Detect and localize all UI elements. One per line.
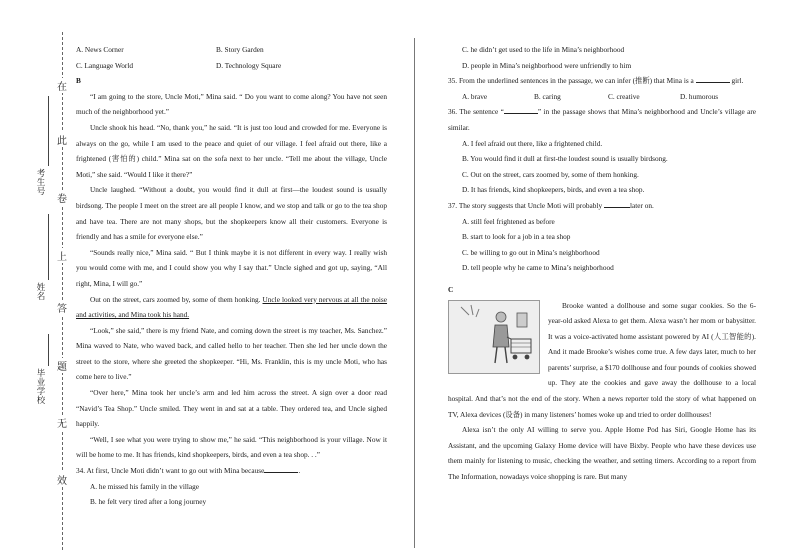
option[interactable]: D. It has friends, kind shopkeepers, birds, and even a tea shop. [462,185,645,195]
question-text: 35. From the underlined sentences in the passage, we can infer (推断) that Mina is a [448,76,694,86]
option[interactable]: C. be willing to go out in Mina’s neighborhood [462,247,600,257]
seal-char: 无 [55,415,69,430]
option[interactable]: C. he didn’t get used to the life in Mina’s neighborhood [462,45,625,54]
option[interactable]: D. tell people why he came to Mina’s neighborhood [462,263,614,273]
passage-paragraph [76,292,387,323]
passage-paragraph: Uncle laughed. “Without a doubt, you would find it dull at first—the loudest sound is usually birdsong. The people I meet on the street are all people I know, and we stop and talk or go to the tea shop and have tea. There are not many shops, but the shopkeepers know all their customers. Everyone is friendly and has a smile for everyone else.” [76,185,387,242]
paragraph-text: Out on the street, cars zoomed by, some of them honking. [90,294,263,304]
section-heading-c: C [448,284,454,294]
option[interactable]: D. people in Mina’s neighborhood were unfriendly to him [462,60,632,70]
option[interactable]: B. You would find it dull at first-the loudest sound is usually birdsong. [462,154,668,164]
question-text-end: . [298,466,301,476]
field-line-school[interactable] [48,334,49,366]
left-column [76,42,387,510]
answer-blank[interactable] [264,472,298,473]
seal-char: 此 [55,132,69,147]
option[interactable]: A. brave [462,91,488,101]
underlined-sentence: Uncle looked very nervous at all the noise and activities, and Mina took his hand. [76,294,388,320]
question-text: 34. At first, Uncle Moti didn’t want to go out with Mina because [76,466,265,476]
seal-char: 卷 [55,190,69,205]
right-column [448,42,756,485]
section-heading-b: B [76,76,81,86]
passage-paragraph: Uncle shook his head. “No, thank you,” he said. “It is just too loud and crowded for me. Everyone is always on the go, while I am used to the peace and quiet of our village. I feel afraid out there, like a frightened (害怕的) child.” Mina sat on the sofa next to her uncle. “Tell me about the village, Uncle Moti,” she said. “Would I like it there?” [76,122,387,179]
option[interactable]: C. Language World [76,60,134,70]
field-label-school: 毕业学校 [36,369,46,406]
seal-char: 在 [55,78,69,93]
seal-char: 上 [55,248,69,263]
question-37 [448,198,756,214]
field-label-name: 姓名 [36,283,46,302]
option[interactable]: A. News Corner [76,45,124,54]
passage-paragraph: “Well, I see what you were trying to show me,” he said. “This neighborhood is your village. Now it will be home to me. It has friends, kind shopkeepers, birds, and even a tea shop. . .” [76,434,387,460]
seal-char: 题 [55,358,69,373]
option[interactable]: B. caring [534,91,561,101]
option[interactable]: B. he felt very tired after a long journey [90,497,207,507]
option[interactable]: C. creative [608,91,640,101]
field-line-name[interactable] [48,214,49,280]
answer-blank[interactable] [696,82,730,83]
passage-paragraph: “Sounds really nice,” Mina said. “ But I think maybe it is not different in every way. I really wish you would come with me, and I could show you why I say that.” Uncle sighed and got up, saying, “All right, Mina, I will go.” [76,247,387,288]
field-line-student-id[interactable] [48,96,49,166]
question-text: 36. The sentence “ [448,107,504,117]
passage-paragraph: Alexa isn’t the only AI willing to serve you. Apple Home Pod has Siri, Google Home has its Assistant, and the upcoming Galaxy Home device will have Bixby. People who have these devices use them mainly for listening to music, checking the weather, and setting timers. According to a report from The Information, nowadays voice shopping is rare. But many [448,425,756,482]
seal-char: 效 [55,472,69,487]
passage-paragraph: “Look,” she said,” there is my friend Nate, and coming down the street is my teacher, Ms. Sanchez.” Mina waved to Nate, who waved back, and called hello to her teacher. Then she led her uncle down the street to the store, where she greeted the shopkeeper. “Hi, Ms. Franklin, this is my uncle Moti, who has come here to live.” [76,325,387,382]
option[interactable]: A. he missed his family in the village [90,481,200,491]
girl-shopping-illustration [448,300,540,374]
answer-blank[interactable] [504,113,538,114]
passage-paragraph: “Over here,” Mina took her uncle’s arm and led him across the street. A sign over a door read “Navid’s Tea Shop.” Uncle smiled. They went in and sat at a table. They ordered tea, and Uncle sighed happily. [76,388,387,429]
option[interactable]: A. I feel afraid out there, like a frightened child. [462,138,603,148]
question-text: 37. The story suggests that Uncle Moti will probably [448,200,603,210]
seal-char: 答 [55,300,69,315]
answer-blank[interactable] [604,207,630,208]
option[interactable]: B. start to look for a job in a tea shop [462,232,571,242]
option[interactable]: A. still feel frightened as before [462,216,555,226]
passage-paragraph: Brooke wanted a dollhouse and some sugar cookies. So the 6-year-old asked Alexa to get them. Alexa wasn’t her mom or babysitter. It was a voice-activated home assistant powered by AI (人工智能的). And it made Brooke’s wishes come true. A few days later, much to her parents’ surprise, a $170 dollhouse and four pounds of cookies showed up. They ate the cookies and gave away the dollhouse to a local hospital. And that’s not the end of the story. When a news reporter told the story of what happened on TV, Alexa devices (设备) in many listeners’ homes woke up and tried to order dollhouses! [448,300,756,419]
question-35 [448,73,756,89]
option[interactable]: D. humorous [680,91,719,101]
column-divider [414,38,415,548]
question-36 [448,104,756,135]
passage-paragraph: “I am going to the store, Uncle Moti,” Mina said. “ Do you want to come along? You have not seen much of the neighborhood yet.” [76,91,387,117]
option[interactable]: C. Out on the street, cars zoomed by, some of them honking. [462,169,639,179]
question-text-end: ” in the passage shows that Mina’s neighborhood and Uncle’s village are similar. [448,107,756,132]
field-label-student-id: 考生号 [36,169,46,197]
question-34 [76,463,387,479]
option[interactable]: B. Story Garden [216,45,264,54]
illustration-icon [449,301,539,373]
question-text-end: later on. [629,200,654,210]
question-text-end: girl. [731,76,744,86]
option[interactable]: D. Technology Square [216,60,282,70]
